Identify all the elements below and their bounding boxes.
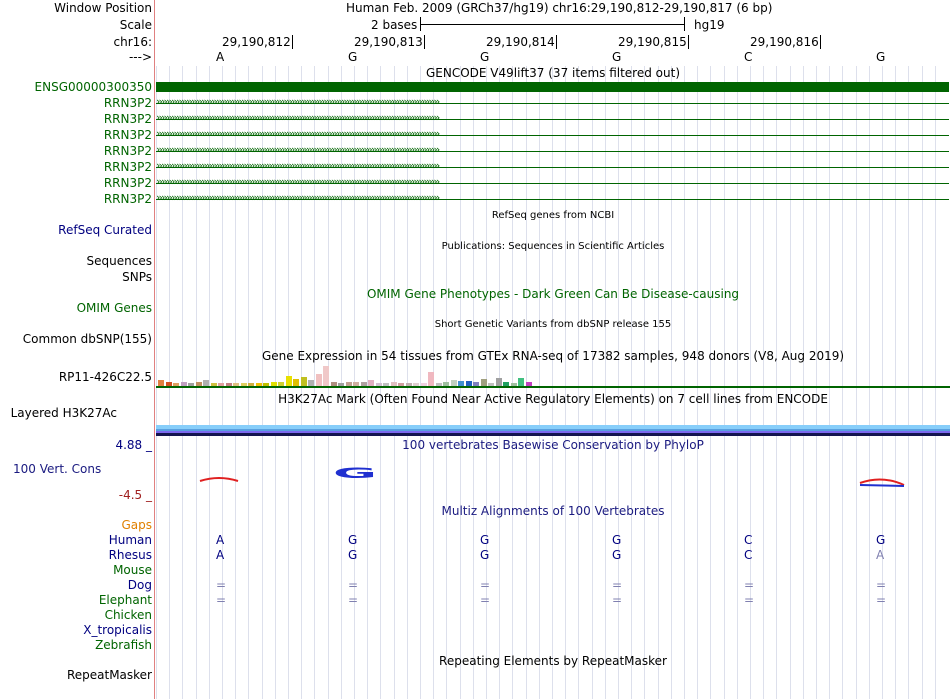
multiz-species-label[interactable]: Chicken <box>104 608 152 622</box>
dbsnp-label[interactable]: Common dbSNP(155) <box>22 332 152 346</box>
dbsnp-title[interactable]: Short Genetic Variants from dbSNP release 155 <box>434 319 672 330</box>
gtex-tissue-bar[interactable] <box>496 378 502 386</box>
multiz-species-label[interactable]: Gaps <box>121 518 152 532</box>
multiz-base: = <box>480 578 491 592</box>
gtex-tissue-bar[interactable] <box>293 379 299 386</box>
multiz-base: = <box>876 593 887 607</box>
publications-sequences-label[interactable]: Sequences <box>86 254 152 268</box>
gencode-strand-chevrons: ››››››››››››››››››››››››››››››››››››››››››››››››››››››››››››››››››››››››››››››››››››››››››››››››››››››››››››››››› <box>156 127 439 140</box>
window-position-label: Window Position <box>54 1 152 15</box>
window-position-value[interactable]: Human Feb. 2009 (GRCh37/hg19) chr16:29,190,812-29,190,817 (6 bp) <box>346 1 773 15</box>
coordinate-tick-label: 29,190,813 <box>354 35 423 49</box>
multiz-base: G <box>480 533 490 547</box>
base-letter: G <box>612 50 622 64</box>
multiz-species-label[interactable]: Elephant <box>98 593 152 607</box>
gtex-tissue-bar[interactable] <box>518 378 524 386</box>
gtex-label[interactable]: RP11-426C22.5 <box>58 370 152 384</box>
gtex-tissue-bar[interactable] <box>286 376 292 386</box>
multiz-species-label[interactable]: Zebrafish <box>95 638 152 652</box>
multiz-base: C <box>744 548 753 562</box>
scale-label: Scale <box>119 18 152 32</box>
logo-mark-a <box>200 478 238 481</box>
repeatmasker-label[interactable]: RepeatMasker <box>66 668 152 682</box>
gencode-item-label[interactable]: RRN3P2 <box>103 160 152 174</box>
multiz-base: G <box>612 548 622 562</box>
gencode-strand-chevrons: ››››››››››››››››››››››››››››››››››››››››››››››››››››››››››››››››››››››››››››››››››››››››››››››››››››››››››››››››› <box>156 191 439 204</box>
multiz-base: = <box>348 578 359 592</box>
multiz-base: G <box>612 533 622 547</box>
repeatmasker-title[interactable]: Repeating Elements by RepeatMasker <box>439 654 667 668</box>
conservation-logo[interactable] <box>156 462 950 492</box>
scale-value: 2 bases <box>371 18 418 32</box>
gencode-strand-chevrons: ››››››››››››››››››››››››››››››››››››››››››››››››››››››››››››››››››››››››››››››››››››››››››››››››››››››››››››››››› <box>156 175 439 188</box>
multiz-base: = <box>348 593 359 607</box>
gtex-tissue-bar[interactable] <box>323 366 329 386</box>
scale-bar <box>420 17 685 31</box>
base-letter: G <box>348 50 358 64</box>
publications-title[interactable]: Publications: Sequences in Scientific Articles <box>441 241 665 252</box>
gencode-ensg-feature[interactable] <box>156 82 949 92</box>
base-letter: G <box>876 50 886 64</box>
gencode-strand-chevrons: ››››››››››››››››››››››››››››››››››››››››››››››››››››››››››››››››››››››››››››››››››››››››››››››››››››››››››››››››› <box>156 111 439 124</box>
conservation-min: -4.5 _ <box>118 488 152 502</box>
multiz-base: G <box>348 533 358 547</box>
publications-snps-label[interactable]: SNPs <box>122 270 152 284</box>
coordinate-tick-label: 29,190,812 <box>222 35 291 49</box>
multiz-base: A <box>216 548 225 562</box>
gencode-item-label[interactable]: RRN3P2 <box>103 176 152 190</box>
gencode-ensg-label[interactable]: ENSG00000300350 <box>34 80 152 94</box>
multiz-base: G <box>876 533 886 547</box>
multiz-species-label[interactable]: X_tropicalis <box>83 623 152 637</box>
refseq-label[interactable]: RefSeq Curated <box>58 223 152 237</box>
gencode-strand-chevrons: ››››››››››››››››››››››››››››››››››››››››››››››››››››››››››››››››››››››››››››››››››››››››››››››››››››››››››››››››› <box>156 143 439 156</box>
multiz-base: = <box>612 578 623 592</box>
multiz-base: = <box>480 593 491 607</box>
gtex-bar-chart[interactable] <box>156 360 950 387</box>
multiz-base: = <box>876 578 887 592</box>
gencode-strand-chevrons: ››››››››››››››››››››››››››››››››››››››››››››››››››››››››››››››››››››››››››››››››››››››››››››››››››››››››››››››››› <box>156 159 439 172</box>
multiz-species-label[interactable]: Mouse <box>113 563 152 577</box>
gencode-item-label[interactable]: RRN3P2 <box>103 144 152 158</box>
base-letter: A <box>216 50 225 64</box>
multiz-species-label[interactable]: Dog <box>127 578 152 592</box>
base-letter: G <box>480 50 490 64</box>
multiz-base: = <box>744 593 755 607</box>
base-letter: C <box>744 50 753 64</box>
chrom-label: chr16: <box>113 35 152 49</box>
omim-label[interactable]: OMIM Genes <box>76 301 152 315</box>
multiz-base: G <box>348 548 358 562</box>
gencode-title[interactable]: GENCODE V49lift37 (37 items filtered out) <box>425 66 680 80</box>
coordinate-tick-label: 29,190,815 <box>618 35 687 49</box>
gencode-item-label[interactable]: RRN3P2 <box>103 96 152 110</box>
h3k27ac-label[interactable]: Layered H3K27Ac <box>10 406 117 420</box>
gtex-tissue-bar[interactable] <box>301 377 307 386</box>
scale-assembly: hg19 <box>694 18 725 32</box>
multiz-base: C <box>744 533 753 547</box>
gtex-title[interactable]: Gene Expression in 54 tissues from GTEx RNA-seq of 17382 samples, 948 donors (V8, Aug 2019) <box>261 349 845 363</box>
conservation-max: 4.88 _ <box>115 438 152 452</box>
multiz-species-label[interactable]: Rhesus <box>108 548 152 562</box>
gtex-tissue-bar[interactable] <box>316 374 322 386</box>
multiz-base: G <box>480 548 490 562</box>
conservation-title[interactable]: 100 vertebrates Basewise Conservation by PhyloP <box>402 438 704 452</box>
coordinate-tick-label: 29,190,814 <box>486 35 555 49</box>
gencode-item-label[interactable]: RRN3P2 <box>103 112 152 126</box>
multiz-title[interactable]: Multiz Alignments of 100 Vertebrates <box>441 504 665 518</box>
multiz-base: A <box>216 533 225 547</box>
multiz-species-label[interactable]: Human <box>108 533 152 547</box>
omim-title[interactable]: OMIM Gene Phenotypes - Dark Green Can Be Disease-causing <box>366 287 740 301</box>
gtex-baseline <box>156 386 950 388</box>
gencode-item-label[interactable]: RRN3P2 <box>103 128 152 142</box>
h3k27ac-title[interactable]: H3K27Ac Mark (Often Found Near Active Regulatory Elements) on 7 cell lines from ENCODE <box>278 392 828 406</box>
logo-mark-g: G <box>333 466 377 482</box>
multiz-base: = <box>744 578 755 592</box>
coordinate-tick-label: 29,190,816 <box>750 35 819 49</box>
gencode-item-label[interactable]: RRN3P2 <box>103 192 152 206</box>
gtex-tissue-bar[interactable] <box>428 372 434 386</box>
multiz-base: = <box>216 593 227 607</box>
refseq-title[interactable]: RefSeq genes from NCBI <box>491 210 615 221</box>
gtex-tissue-bar[interactable] <box>481 379 487 386</box>
gencode-strand-chevrons: ››››››››››››››››››››››››››››››››››››››››››››››››››››››››››››››››››››››››››››››››››››››››››››››››››››››››››››››››› <box>156 95 439 108</box>
logo-mark-g-right <box>860 485 904 486</box>
multiz-base: = <box>216 578 227 592</box>
strand-label: ---> <box>128 50 152 64</box>
multiz-base: = <box>612 593 623 607</box>
h3k27ac-signal[interactable] <box>156 425 950 436</box>
conservation-label[interactable]: 100 Vert. Cons <box>13 462 102 476</box>
multiz-base: A <box>876 548 885 562</box>
